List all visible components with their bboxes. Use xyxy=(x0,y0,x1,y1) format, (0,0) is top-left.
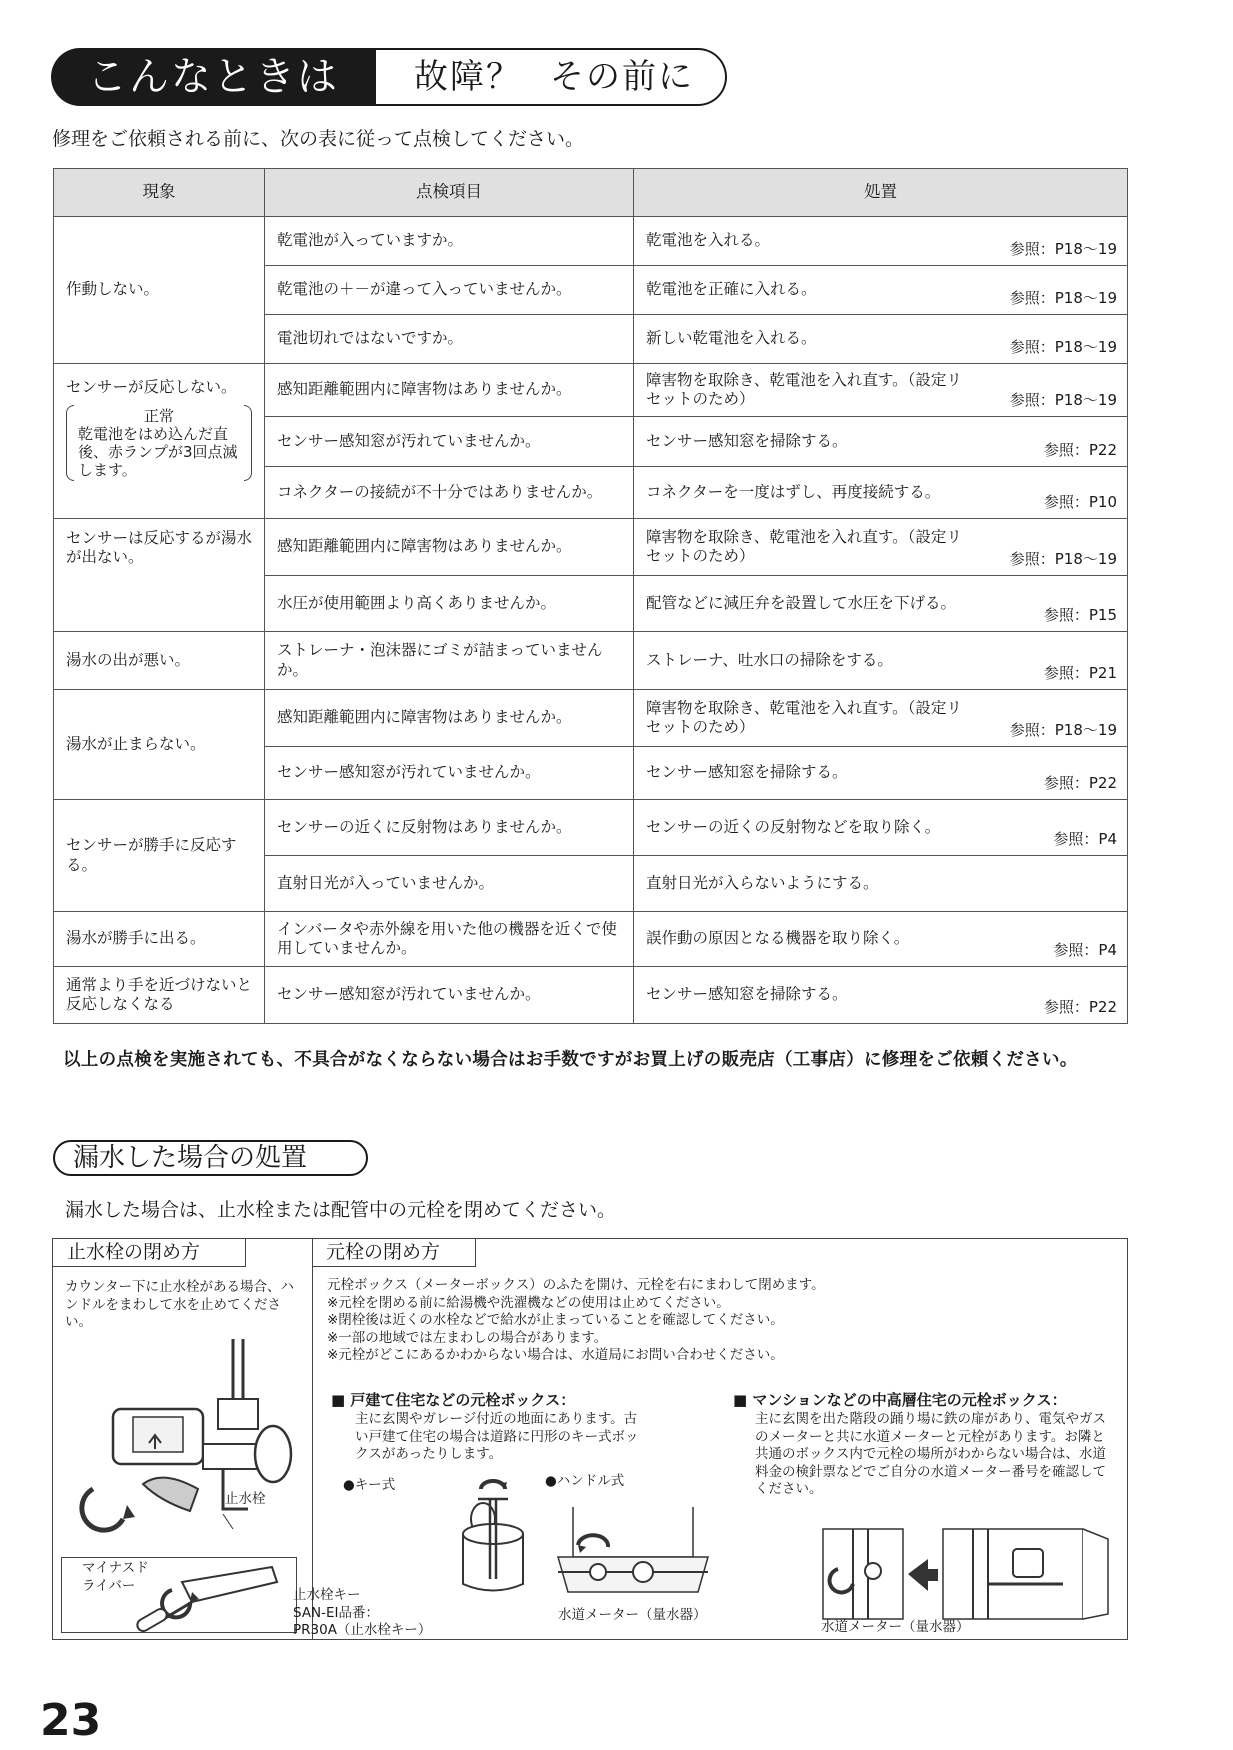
fix-text: センサー感知窓を掃除する。 xyxy=(646,431,848,450)
note-title: 正常 xyxy=(143,407,174,426)
fix-text: 配管などに減圧弁を設置して水圧を下げる。 xyxy=(646,593,957,612)
stop-valve-label: 止水栓 xyxy=(225,1491,266,1507)
square-bullet-icon: ■ xyxy=(733,1391,753,1409)
check-cell: 電池切れではないですか。 xyxy=(265,315,634,364)
check-cell: 水圧が使用範囲より高くありませんか。 xyxy=(265,576,634,632)
reference: 参照：P4 xyxy=(1053,941,1117,960)
reference: 参照：P18〜19 xyxy=(1009,721,1117,740)
screwdriver-label: マイナスドライバー xyxy=(82,1560,149,1594)
banner-main-title: こんなときは xyxy=(51,48,376,106)
check-cell: インバータや赤外線を用いた他の機器を近くで使用していませんか。 xyxy=(265,912,634,967)
reference: 参照：P4 xyxy=(1053,830,1117,849)
check-cell: センサー感知窓が汚れていませんか。 xyxy=(265,967,634,1024)
reference: 参照：P15 xyxy=(1043,606,1117,625)
reference: 参照：P18〜19 xyxy=(1009,289,1117,308)
mansion-meter-illustration xyxy=(823,1529,1113,1619)
fix-cell xyxy=(634,632,1128,690)
main-valve-line-2: ※元栓を閉める前に給湯機や洗濯機などの使用は止めてください。 xyxy=(327,1294,730,1311)
symptom-cell: センサーが勝手に反応する。 xyxy=(54,800,265,912)
table-row xyxy=(54,690,1128,747)
symptom-cell xyxy=(54,364,265,519)
square-bullet-icon: ■ xyxy=(331,1391,351,1409)
fix-text: 新しい乾電池を入れる。 xyxy=(646,329,817,348)
key-tool-part: PR30A（止水栓キー） xyxy=(293,1622,432,1639)
fix-text: 障害物を取除き、乾電池を入れ直す。（設定リセットのため） xyxy=(646,370,962,408)
fix-text: センサー感知窓を掃除する。 xyxy=(646,985,848,1004)
tab-main-valve: 元栓の閉め方 xyxy=(312,1239,476,1267)
symptom-cell: 作動しない。 xyxy=(54,217,265,364)
house-box-title: 戸建て住宅などの元栓ボックス： xyxy=(350,1391,576,1409)
banner-subtitle-b: その前に xyxy=(550,57,694,97)
repair-request-note: 以上の点検を実施されても、不具合がなくならない場合はお手数ですがお買上げの販売店（工事店）に修理をご依頼ください。 xyxy=(63,1050,1078,1070)
fix-cell xyxy=(634,519,1128,576)
fix-cell xyxy=(634,467,1128,519)
reference: 参照：P21 xyxy=(1043,664,1117,683)
troubleshooting-table xyxy=(53,168,1128,1024)
leak-section-heading: 漏水した場合の処置 xyxy=(53,1140,368,1176)
page-number: 23 xyxy=(40,1695,102,1746)
banner-subtitle xyxy=(376,48,727,106)
fix-text: ストレーナ、吐水口の掃除をする。 xyxy=(646,650,893,669)
table-row xyxy=(54,632,1128,690)
table-row xyxy=(54,800,1128,856)
header-symptom: 現象 xyxy=(54,169,265,217)
check-cell: 乾電池が入っていますか。 xyxy=(265,217,634,266)
screwdriver-inset xyxy=(61,1557,297,1633)
banner-subtitle-a: 故障？ xyxy=(414,57,522,97)
fix-text: 誤作動の原因となる機器を取り除く。 xyxy=(646,929,910,948)
leak-intro-text: 漏水した場合は、止水栓または配管中の元栓を閉めてください。 xyxy=(65,1199,617,1221)
symptom-cell: 通常より手を近づけないと反応しなくなる xyxy=(54,967,265,1024)
main-valve-line-3: ※閉栓後は近くの水栓などで給水が止まっていることを確認してください。 xyxy=(327,1312,784,1329)
table-row xyxy=(54,912,1128,967)
handle-type-label: ●ハンドル式 xyxy=(545,1473,625,1489)
reference: 参照：P22 xyxy=(1043,774,1117,793)
tab-stop-valve: 止水栓の閉め方 xyxy=(53,1239,246,1267)
fix-cell xyxy=(634,217,1128,266)
main-valve-line-5: ※元栓がどこにあるかわからない場合は、水道局にお問い合わせください。 xyxy=(327,1347,784,1364)
fix-cell xyxy=(634,912,1128,967)
check-cell: コネクターの接続が不十分ではありませんか。 xyxy=(265,467,634,519)
fix-text: 乾電池を入れる。 xyxy=(646,231,771,250)
table-row xyxy=(54,967,1128,1024)
check-cell: 直射日光が入っていませんか。 xyxy=(265,856,634,912)
check-cell: 感知距離範囲内に障害物はありませんか。 xyxy=(265,519,634,576)
fix-text: 乾電池を正確に入れる。 xyxy=(646,280,817,299)
reference: 参照：P18〜19 xyxy=(1009,240,1117,259)
reference: 参照：P22 xyxy=(1043,998,1117,1017)
screwdriver-icon xyxy=(142,1562,292,1630)
faucet-valve-illustration xyxy=(83,1339,303,1539)
fix-text: コネクターを一度はずし、再度接続する。 xyxy=(646,482,941,501)
fix-text: センサー感知窓を掃除する。 xyxy=(646,763,848,782)
intro-text: 修理をご依頼される前に、次の表に従って点検してください。 xyxy=(52,128,585,150)
reference: 参照：P18〜19 xyxy=(1009,550,1117,569)
main-valve-instructions xyxy=(327,1277,1117,1365)
check-cell: センサー感知窓が汚れていませんか。 xyxy=(265,417,634,467)
symptom-cell: 湯水が勝手に出る。 xyxy=(54,912,265,967)
check-cell: センサー感知窓が汚れていませんか。 xyxy=(265,747,634,800)
reference: 参照：P18〜19 xyxy=(1009,391,1117,410)
fix-cell xyxy=(634,967,1128,1024)
fix-text: 障害物を取除き、乾電池を入れ直す。（設定リセットのため） xyxy=(646,527,962,565)
fix-cell xyxy=(634,800,1128,856)
key-tool-name: 止水栓キー xyxy=(293,1587,361,1603)
check-cell: ストレーナ・泡沫器にゴミが詰まっていませんか。 xyxy=(265,632,634,690)
table-row xyxy=(54,364,1128,417)
key-tool-caption xyxy=(293,1587,443,1640)
handle-box-illustration xyxy=(553,1497,713,1607)
fix-text: 直射日光が入らないようにする。 xyxy=(646,873,879,892)
table-row xyxy=(54,217,1128,266)
fix-text: 障害物を取除き、乾電池を入れ直す。（設定リセットのため） xyxy=(646,698,962,736)
reference: 参照：P18〜19 xyxy=(1009,338,1117,357)
main-valve-line-1: 元栓ボックス（メーターボックス）のふたを開け、元栓を右にまわして閉めます。 xyxy=(327,1277,825,1293)
normal-note xyxy=(70,405,248,481)
key-box-illustration xyxy=(443,1479,543,1599)
table-header-row xyxy=(54,169,1128,217)
fix-cell xyxy=(634,417,1128,467)
fix-cell xyxy=(634,576,1128,632)
meter-label-house: 水道メーター（量水器） xyxy=(558,1607,707,1623)
symptom-cell: 湯水の出が悪い。 xyxy=(54,632,265,690)
main-valve-line-4: ※一部の地域では左まわしの場合があります。 xyxy=(327,1329,608,1346)
check-cell: 感知距離範囲内に障害物はありませんか。 xyxy=(265,690,634,747)
fix-cell xyxy=(634,856,1128,912)
key-type-label: ●キー式 xyxy=(343,1477,396,1493)
note-body: 乾電池をはめ込んだ直後、赤ランプが3回点滅します。 xyxy=(78,425,238,480)
stop-valve-text: カウンター下に止水栓がある場合、ハンドルをまわして水を止めてください。 xyxy=(65,1279,294,1331)
mansion-box-text: 主に玄関を出た階段の踊り場に鉄の扉があり、電気やガスのメーターと共に水道メーターと元栓があります。お隣と共通のボックス内で元栓の場所がわからない場合は、水道料金の検針票などでご自分の水道メーター番号を確認してください。 xyxy=(755,1411,1106,1498)
table-row xyxy=(54,519,1128,576)
house-box-heading xyxy=(331,1389,575,1410)
check-cell: 乾電池の＋－が違って入っていませんか。 xyxy=(265,266,634,315)
check-cell: 感知距離範囲内に障害物はありませんか。 xyxy=(265,364,634,417)
fix-cell xyxy=(634,315,1128,364)
symptom-text: センサーが反応しない。 xyxy=(66,378,237,396)
symptom-cell: センサーは反応するが湯水が出ない。 xyxy=(54,519,265,632)
fix-cell xyxy=(634,266,1128,315)
reference: 参照：P22 xyxy=(1043,441,1117,460)
meter-label-mansion: 水道メーター（量水器） xyxy=(821,1619,970,1635)
symptom-cell: 湯水が止まらない。 xyxy=(54,690,265,800)
title-banner xyxy=(51,48,727,106)
leak-instructions-box xyxy=(52,1238,1128,1640)
column-divider xyxy=(312,1239,313,1639)
house-box-text: 主に玄関やガレージ付近の地面にあります。古い戸建て住宅の場合は道路に円形のキー式ボックスがあったりします。 xyxy=(355,1411,639,1463)
reference: 参照：P10 xyxy=(1043,493,1117,512)
mansion-box-heading xyxy=(733,1389,1067,1410)
mansion-box-title: マンションなどの中高層住宅の元栓ボックス： xyxy=(752,1391,1067,1409)
key-tool-maker: SAN-EI品番： xyxy=(293,1604,380,1621)
header-fix: 処置 xyxy=(634,169,1128,217)
header-check: 点検項目 xyxy=(265,169,634,217)
fix-cell xyxy=(634,747,1128,800)
fix-text: センサーの近くの反射物などを取り除く。 xyxy=(646,817,941,836)
check-cell: センサーの近くに反射物はありませんか。 xyxy=(265,800,634,856)
fix-cell xyxy=(634,690,1128,747)
fix-cell xyxy=(634,364,1128,417)
